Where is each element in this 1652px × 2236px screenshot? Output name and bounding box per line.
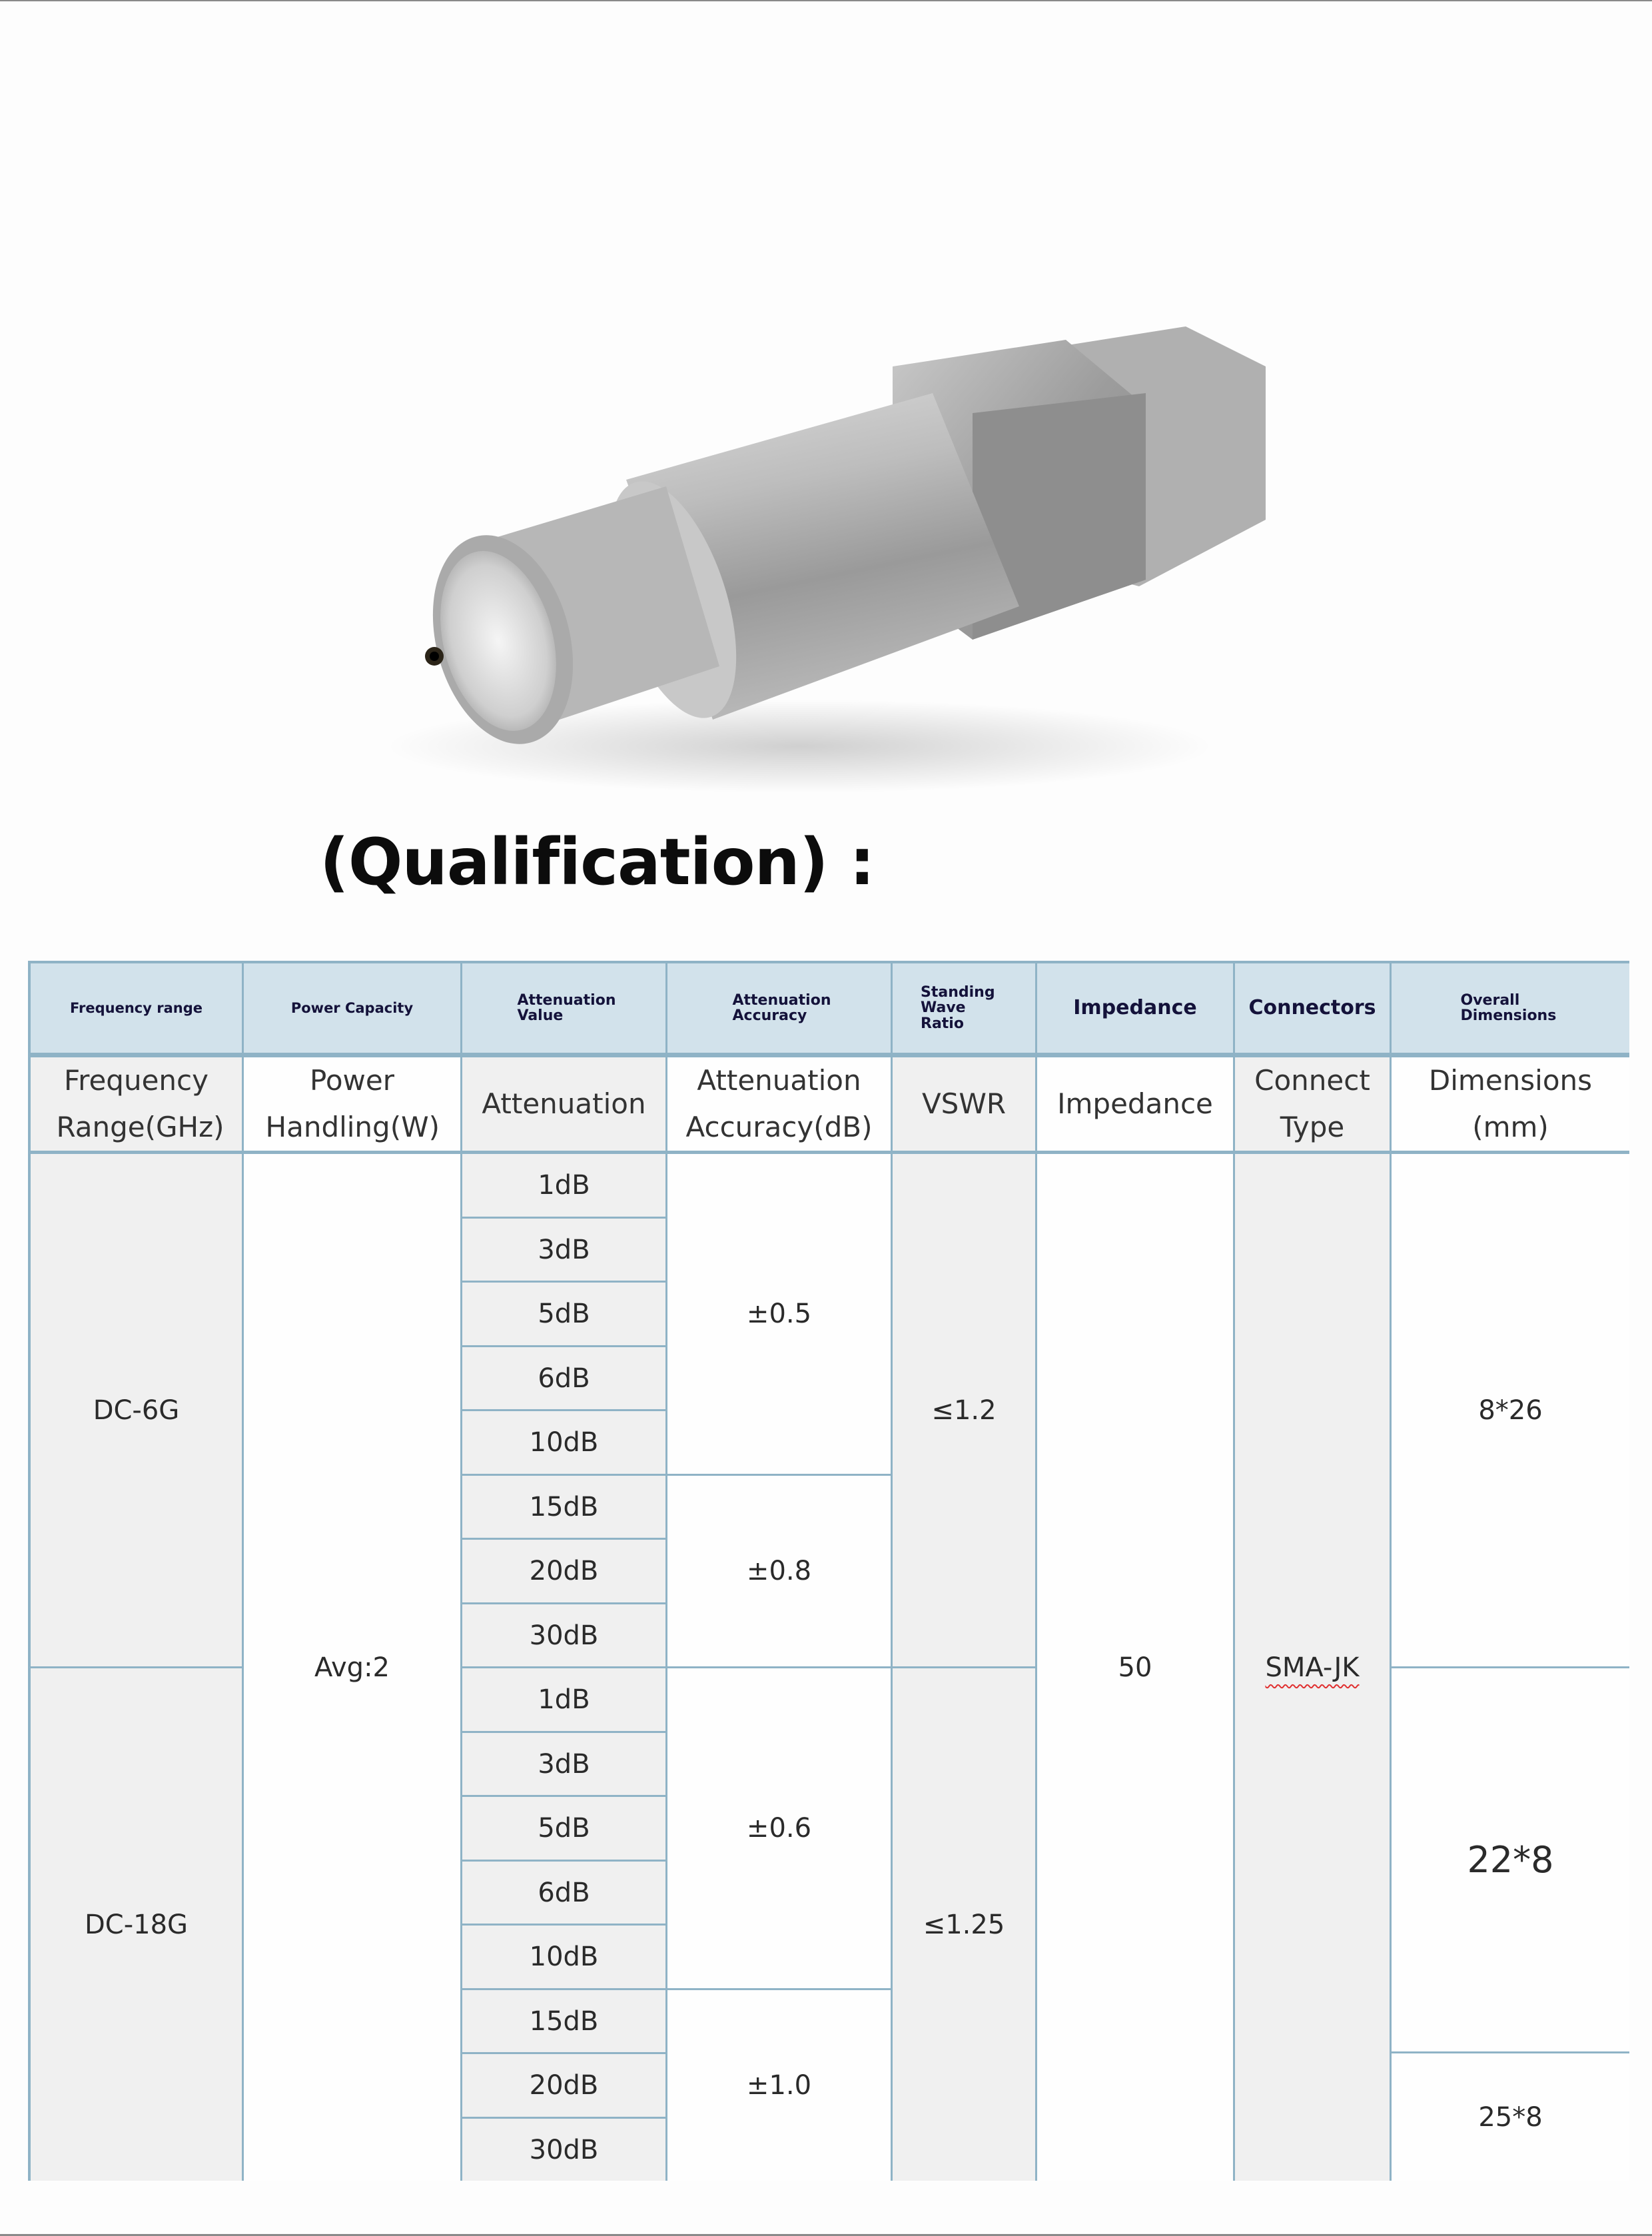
- impedance-cell: [1037, 1154, 1235, 2181]
- subheader-label: Dimensions (mm): [1428, 1064, 1593, 1143]
- attenuation-value: 10dB: [529, 1427, 599, 1458]
- attenuation-row: [462, 1990, 667, 2054]
- connector-cell: [1235, 1154, 1392, 2181]
- dimensions-value: 22*8: [1467, 1839, 1554, 1881]
- subheader-label: Attenuation Accuracy(dB): [685, 1064, 873, 1143]
- top-rule: [0, 0, 1652, 1]
- subheader-connect-type: [1235, 1057, 1392, 1154]
- impedance-value: 50: [1118, 1652, 1152, 1683]
- vswr-value: ≤1.2: [931, 1395, 997, 1426]
- attenuation-value: 15dB: [529, 2005, 599, 2037]
- dimensions-cell: [1392, 2053, 1629, 2181]
- frequency-cell: [31, 1668, 244, 2181]
- subheader-power: [244, 1057, 462, 1154]
- vswr-cell: [893, 1668, 1037, 2181]
- attenuation-row: [462, 1862, 667, 1926]
- attenuation-value: 6dB: [538, 1877, 590, 1908]
- accuracy-cell: [667, 1990, 893, 2181]
- dimensions-cell: [1392, 1154, 1629, 1668]
- header-label: Connectors: [1248, 996, 1376, 1020]
- attenuation-value: 6dB: [538, 1363, 590, 1394]
- attenuation-row: [462, 1733, 667, 1797]
- frequency-cell: [31, 1154, 244, 1668]
- accuracy-value: ±0.5: [746, 1299, 812, 1329]
- header-overall-dimensions: [1392, 963, 1629, 1057]
- attenuation-row: [462, 2054, 667, 2119]
- subheader-vswr: [893, 1057, 1037, 1154]
- accuracy-value: ±0.8: [746, 1556, 812, 1586]
- attenuation-row: [462, 1926, 667, 1990]
- attenuation-row: [462, 1476, 667, 1540]
- attenuation-value: 20dB: [529, 2070, 599, 2101]
- accuracy-cell: [667, 1476, 893, 1668]
- attenuation-row: [462, 2119, 667, 2181]
- attenuation-row: [462, 1219, 667, 1283]
- header-label: Overall Dimensions: [1460, 991, 1557, 1024]
- subheader-label: Frequency Range(GHz): [56, 1064, 224, 1143]
- header-attenuation-value: [462, 963, 667, 1057]
- frequency-value: DC-18G: [84, 1909, 189, 1940]
- accuracy-value: ±1.0: [746, 2070, 812, 2101]
- header-impedance: [1037, 963, 1235, 1057]
- connector-value: SMA-JK: [1265, 1652, 1360, 1683]
- attenuation-value: 3dB: [538, 1234, 590, 1265]
- attenuation-row: [462, 1154, 667, 1219]
- header-standing-wave-ratio: [893, 963, 1037, 1057]
- power-handling-value: Avg:2: [314, 1652, 390, 1683]
- attenuation-row: [462, 1411, 667, 1476]
- accuracy-cell: [667, 1154, 893, 1476]
- attenuation-value: 30dB: [529, 2134, 599, 2165]
- header-label: Impedance: [1073, 996, 1197, 1020]
- power-handling-cell: [244, 1154, 462, 2181]
- attenuation-value: 1dB: [538, 1684, 590, 1715]
- vswr-cell: [893, 1154, 1037, 1668]
- attenuation-value: 1dB: [538, 1170, 590, 1201]
- frequency-value: DC-6G: [93, 1395, 180, 1426]
- attenuation-value: 5dB: [538, 1299, 590, 1329]
- subheader-label: Power Handling(W): [265, 1064, 440, 1143]
- sma-attenuator-illustration-icon: [386, 320, 1292, 813]
- header-power-capacity: [244, 963, 462, 1057]
- subheader-frequency: [31, 1057, 244, 1154]
- attenuation-row: [462, 1347, 667, 1411]
- subheader-dimensions: [1392, 1057, 1629, 1154]
- header-label: Standing Wave Ratio: [921, 984, 995, 1032]
- dimensions-cell: [1392, 1668, 1629, 2053]
- attenuation-value: 20dB: [529, 1556, 599, 1586]
- attenuation-value: 15dB: [529, 1491, 599, 1522]
- subheader-impedance: [1037, 1057, 1235, 1154]
- dimensions-value: 25*8: [1478, 2101, 1543, 2133]
- attenuation-value: 3dB: [538, 1748, 590, 1780]
- attenuation-value: 30dB: [529, 1620, 599, 1651]
- header-connectors: [1235, 963, 1392, 1057]
- header-attenuation-accuracy: [667, 963, 893, 1057]
- accuracy-value: ±0.6: [746, 1813, 812, 1844]
- attenuation-row: [462, 1283, 667, 1347]
- attenuation-value: 10dB: [529, 1942, 599, 1972]
- dimensions-value: 8*26: [1478, 1395, 1543, 1426]
- page-title: (Qualification) :: [320, 825, 875, 899]
- attenuation-row: [462, 1797, 667, 1862]
- header-frequency-range: [31, 963, 244, 1057]
- subheader-attenuation: [462, 1057, 667, 1154]
- vswr-value: ≤1.25: [923, 1909, 1005, 1940]
- header-label: Attenuation Value: [517, 991, 616, 1024]
- subheader-label: Attenuation: [482, 1087, 646, 1120]
- subheader-label: Impedance: [1057, 1087, 1213, 1120]
- header-label: Attenuation Accuracy: [732, 991, 831, 1024]
- accuracy-cell: [667, 1668, 893, 1990]
- attenuation-row: [462, 1668, 667, 1733]
- attenuation-row: [462, 1540, 667, 1604]
- attenuation-value: 5dB: [538, 1813, 590, 1844]
- spec-table: [28, 961, 1629, 2181]
- subheader-label: VSWR: [921, 1087, 1007, 1120]
- subheader-accuracy: [667, 1057, 893, 1154]
- header-label: Frequency range: [70, 999, 203, 1016]
- subheader-label: Connect Type: [1254, 1064, 1370, 1143]
- attenuation-row: [462, 1604, 667, 1668]
- header-label: Power Capacity: [290, 999, 414, 1016]
